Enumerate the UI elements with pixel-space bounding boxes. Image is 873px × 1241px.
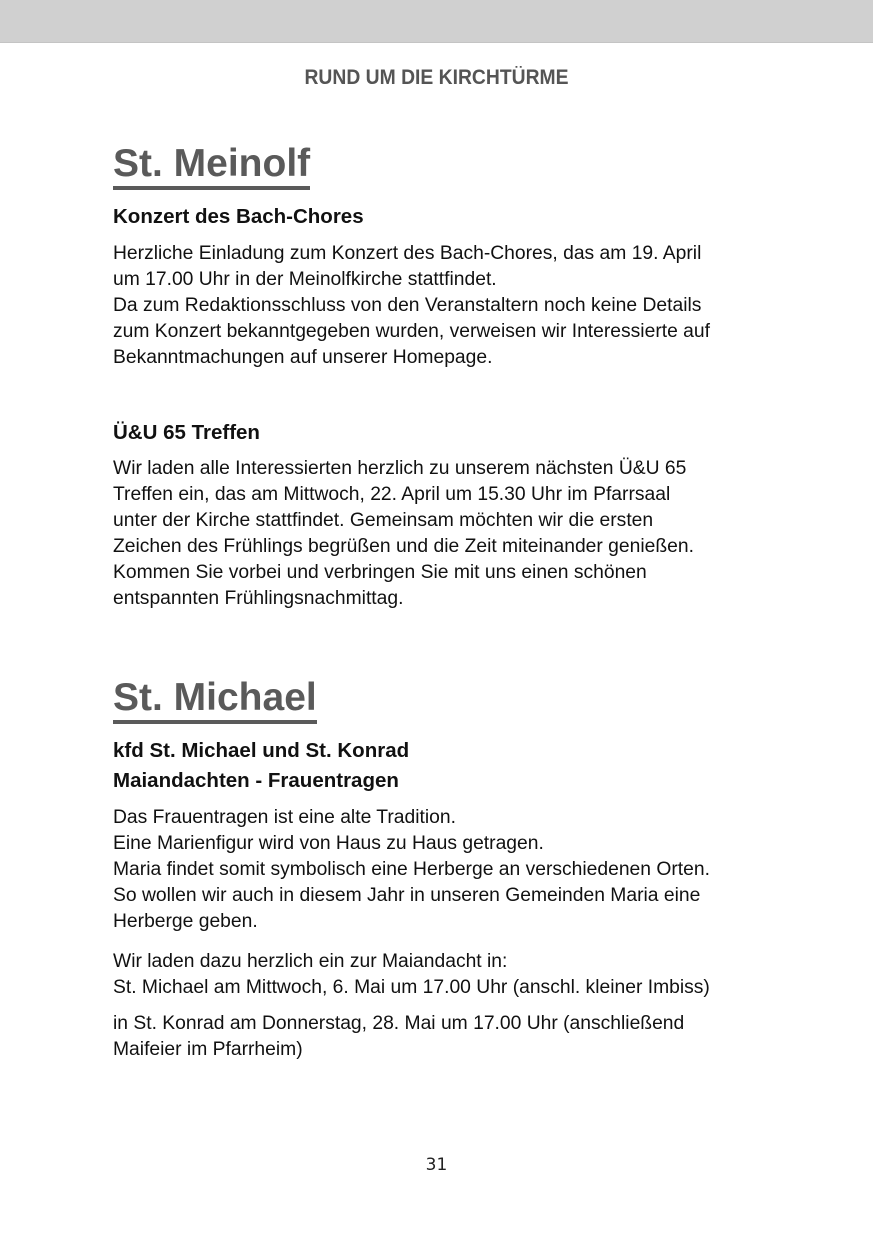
text-line: entspannten Frühlingsnachmittag. (113, 588, 404, 609)
text-line: Bekanntmachungen auf unserer Homepage. (113, 347, 493, 368)
article-body (113, 805, 773, 935)
text-line: Eine Marienfigur wird von Haus zu Haus getragen. (113, 833, 544, 854)
article-body (113, 949, 773, 1001)
text-line: St. Michael am Mittwoch, 6. Mai um 17.00 Uhr (anschl. kleiner Imbiss) (113, 977, 710, 998)
text-line: Zeichen des Frühlings begrüßen und die Zeit miteinander genießen. (113, 536, 694, 557)
text-line: Maifeier im Pfarrheim) (113, 1039, 303, 1060)
article-heading: Maiandachten - Frauentragen (113, 769, 399, 792)
article-body (113, 1011, 773, 1063)
article-maiandachten (113, 736, 773, 796)
text-line: um 17.00 Uhr in der Meinolfkirche stattfindet. (113, 269, 497, 290)
text-line: Wir laden dazu herzlich ein zur Maiandacht in: (113, 951, 508, 972)
viewer-top-bar (0, 0, 873, 43)
text-line: Da zum Redaktionsschluss von den Veranstaltern noch keine Details (113, 295, 702, 316)
text-line: Wir laden alle Interessierten herzlich zu unserem nächsten Ü&U 65 (113, 458, 687, 479)
article-body (113, 456, 773, 612)
article-heading: Konzert des Bach-Chores (113, 205, 364, 228)
text-line: unter der Kirche stattfindet. Gemeinsam möchten wir die ersten (113, 510, 654, 531)
text-line: zum Konzert bekanntgegeben wurden, verweisen wir Interessierte auf (113, 321, 710, 342)
article-body (113, 241, 773, 371)
text-line: Das Frauentragen ist eine alte Tradition. (113, 807, 456, 828)
text-line: So wollen wir auch in diesem Jahr in unseren Gemeinden Maria eine (113, 885, 701, 906)
article-heading: Ü&U 65 Treffen (113, 421, 260, 444)
text-line: in St. Konrad am Donnerstag, 28. Mai um 17.00 Uhr (anschließend (113, 1013, 685, 1034)
section-title: St. Meinolf (113, 142, 310, 190)
article-ueu65 (113, 418, 773, 448)
running-head: RUND UM DIE KIRCHTÜRME (304, 66, 569, 89)
text-line: Maria findet somit symbolisch eine Herberge an verschiedenen Orten. (113, 859, 710, 880)
section-st-meinolf (113, 142, 773, 190)
page-number: 31 (425, 1155, 448, 1175)
text-line: Treffen ein, das am Mittwoch, 22. April um 15.30 Uhr im Pfarrsaal (113, 484, 671, 505)
section-st-michael (113, 676, 773, 724)
article-bach-chor (113, 202, 773, 232)
article-heading: kfd St. Michael und St. Konrad (113, 739, 410, 762)
text-line: Herberge geben. (113, 911, 258, 932)
text-line: Herzliche Einladung zum Konzert des Bach-Chores, das am 19. April (113, 243, 702, 264)
text-line: Kommen Sie vorbei und verbringen Sie mit uns einen schönen (113, 562, 647, 583)
section-title: St. Michael (113, 676, 317, 724)
